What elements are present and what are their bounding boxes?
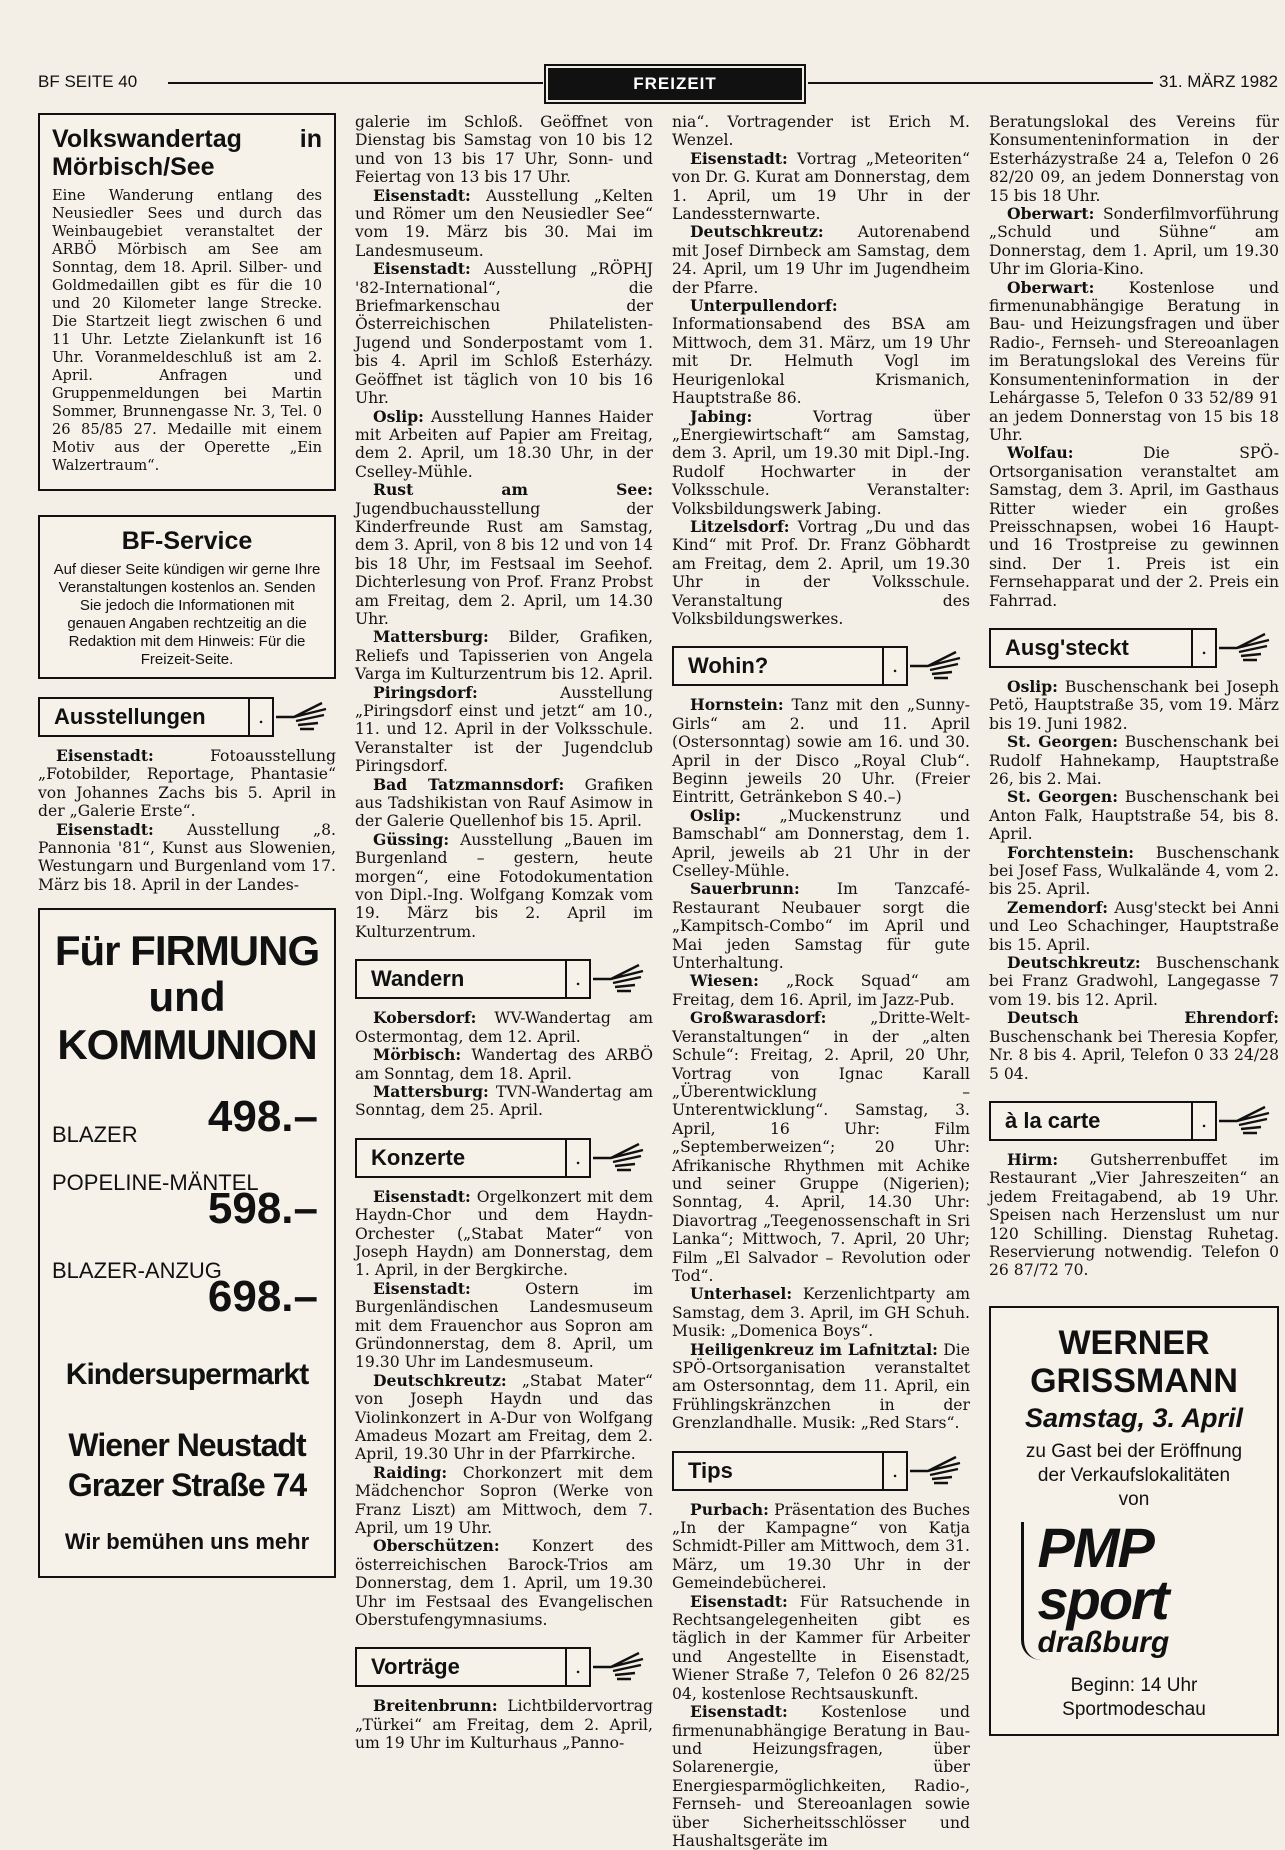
entry-text: Ausstellung Hannes Haider mit Arbeiten auf Papier am Freitag, dem 2. April, um 18.30 Uhr, in der Cselley-Mühle. <box>355 407 653 481</box>
column-2 <box>355 113 653 1753</box>
entry <box>672 880 970 972</box>
entry-text: Kostenlose und firmenunabhängige Beratung in Bau- und Heizungsfragen, über Solarenergie, über Energiesparmöglichkeiten, Radio-, Fernseh- und Stereoanlagen sowie über Sicherheitsschlösser und Haushaltsgeräte im <box>672 1703 970 1850</box>
section-label: Tips <box>672 1451 884 1491</box>
entry-text: Autorenabend mit Josef Dirnbeck am Samstag, dem 24. April, um 19 Uhr im Jugendheim der Pfarre. <box>672 223 970 297</box>
entry <box>989 205 1279 279</box>
entry-place: Wiesen: <box>690 971 759 991</box>
entry <box>672 1501 970 1593</box>
entry <box>989 444 1279 610</box>
ad-price-row <box>40 1258 334 1350</box>
entry <box>989 733 1279 788</box>
entry <box>355 187 653 261</box>
entry <box>989 1151 1279 1280</box>
ad-slogan: Wir bemühen uns mehr <box>64 1528 310 1554</box>
entry-text: Kostenlose und firmenunabhängige Beratung in Bau- und Heizungsfragen und über Radio-, Fernseh- und Stereoanlagen im Beratungslokal des Vereins für Konsumenteninformation in der Lehárgasse 5, Telefon 0 33 52/89 91 an jedem Donnerstag von 15 bis 18 Uhr. <box>989 278 1279 444</box>
entry-text: Buschenschank bei Theresia Kopfer, Nr. 8 bis 4. April, Telefon 0 33 24/28 5 04. <box>989 1027 1279 1083</box>
section-wohin <box>672 646 970 684</box>
alacarte-list <box>989 1151 1279 1280</box>
section-dot: . <box>1193 628 1217 668</box>
entry <box>38 747 336 821</box>
entry <box>672 1285 970 1340</box>
column-4 <box>989 113 1279 1736</box>
entry-text: Präsentation des Buches „In der Kampagne“ von Katja Schmidt-Piller am Mittwoch, dem 31. März, um 19.30 Uhr in der Gemeindebücherei. <box>672 1500 970 1593</box>
entry <box>355 408 653 482</box>
entry <box>355 481 653 628</box>
section-tips <box>672 1451 970 1489</box>
entry-text: Buschenschank bei Franz Gradwohl, Langegasse 7 vom 19. bis 12. April. <box>989 954 1279 1009</box>
pointing-hand-icon <box>1217 1101 1275 1139</box>
section-dot: . <box>884 1451 908 1491</box>
entry-text: Kerzenlichtparty am Samstag, dem 3. April, im GH Schuh. Musik: „Domenica Boys“. <box>672 1285 970 1341</box>
entry-text: nia“. Vortragender ist Erich M. Wenzel. <box>672 113 970 150</box>
section-dot: . <box>884 646 908 686</box>
entry <box>672 696 970 806</box>
entry-place: Mörbisch: <box>373 1045 462 1065</box>
pointing-hand-icon <box>591 959 649 997</box>
ausstellungen-list <box>38 747 336 894</box>
entry-text: Ausstellung „8. Pannonia '81“, Kunst aus Slowenien, Westungarn und Burgenland vom 17. März bis 18. April in der Landes- <box>38 820 336 894</box>
entry <box>355 260 653 407</box>
section-label: Ausg'steckt <box>989 628 1193 668</box>
entry-text: Buschenschank bei Rudolf Hahnekamp, Hauptstraße 26, bis 2. Mai. <box>989 733 1279 788</box>
volkswandertag-title: Volkswandertag in Mörbisch/See <box>52 125 322 181</box>
entry <box>355 684 653 776</box>
pmp-logo <box>1021 1515 1248 1660</box>
entry-place: Deutsch Ehrendorf: <box>1007 1008 1279 1028</box>
pointing-hand-icon <box>591 1647 649 1685</box>
entry-text: Gutsherrenbuffet im Restaurant „Vier Jahreszeiten“ an jedem Freitagabend, ab 19 Uhr. Speisen nach Herzenslust um nur 120 Schilling. Dienstag Ruhetag. Reservierung notwendig. Telefon 0 26 87/72 70. <box>989 1150 1279 1280</box>
entry-text: Buschenschank bei Anton Falk, Hauptstraße 54, bis 8. April. <box>989 788 1279 844</box>
entry-text: galerie im Schloß. Geöffnet von Dienstag bis Samstag von 10 bis 12 und von 13 bis 17 Uhr, Sonn- und Feiertag von 13 bis 17 Uhr. <box>355 113 653 187</box>
header-rule-right <box>808 82 1153 84</box>
bf-service-title: BF-Service <box>121 527 253 555</box>
entry <box>989 788 1279 843</box>
entry <box>989 678 1279 733</box>
page-header <box>38 68 1278 100</box>
entry-place: Hirm: <box>1007 1149 1059 1169</box>
entry-place: Forchtenstein: <box>1007 842 1135 862</box>
entry-text: Vortrag über „Energiewirtschaft“ am Samstag, dem 3. April, um 19.30 mit Dipl.-Ing. Rudolf Hochwarter in der Volksschule. Veranstalter: Volksbildungswerk Jabing. <box>672 407 970 518</box>
entry-text: Für Ratsuchende in Rechtsangelegenheiten gibt es täglich in der Kammer für Arbeiter und Angestellte in Eisenstadt, Wiener Straße 7, Telefon 0 26 82/25 04, kostenlose Rechtsauskunft. <box>672 1592 970 1703</box>
entry <box>989 1009 1279 1083</box>
entry <box>355 1046 653 1083</box>
entry <box>672 223 970 297</box>
ad-store-name: Kindersupermarkt <box>65 1358 309 1392</box>
entry-text: Die SPÖ-Ortsorganisation veranstaltet am Ostersonntag, dem 11. April, ein Frühlingskränzchen in der Grenzlandhalle. Musik: „Red Stars“. <box>672 1340 970 1433</box>
entry-place: Breitenbrunn: <box>373 1696 498 1716</box>
entry-place: Eisenstadt: <box>373 1278 471 1298</box>
ad-item-price: 598.– <box>207 1184 318 1234</box>
tips-list <box>672 1501 970 1850</box>
entry-place: Kobersdorf: <box>373 1008 477 1028</box>
entry-place: Oberwart: <box>1007 204 1095 224</box>
entry <box>989 279 1279 445</box>
ad-price-row <box>40 1086 334 1174</box>
firmung-ad <box>38 908 336 1578</box>
volkswandertag-box <box>38 113 336 491</box>
entry-text: WV-Wandertag am Ostermontag, dem 12. April. <box>355 1009 653 1046</box>
entry <box>672 1341 970 1433</box>
entry <box>355 1697 653 1752</box>
entry-place: Großwarasdorf: <box>690 1008 827 1028</box>
entry-place: Litzelsdorf: <box>690 516 790 536</box>
entry-text: „Dritte-Welt-Veranstaltungen“ in der „alten Schule“: Freitag, 2. April, 20 Uhr, Vortrag von Ignac Karall „Überentwicklung – Unterentwicklung“. Samstag, 3. April, 16 Uhr: Film „Septemberweizen“; 20 Uhr: Afrikanische Rhythmen mit Achike und seiner Gruppe (Nigerien); Sonntag, 4. April, 14.30 Uhr: Diavortrag „Teegenossenschaft in Sri Lanka“; Mittwoch, 7. April, 20 Uhr; Film „El Salvador – Revolution oder Tod“. <box>672 1009 970 1285</box>
entry-text: Chorkonzert mit dem Mädchenchor Sopron (Werke von Franz Liszt) am Mittwoch, dem 7. April, um 19 Uhr. <box>355 1463 653 1538</box>
tips-continued-list <box>989 113 1279 610</box>
entry-place: St. Georgen: <box>1007 732 1118 752</box>
ad-title-1: Für FIRMUNG <box>54 927 320 975</box>
entry <box>355 1372 653 1464</box>
entry-place: Eisenstadt: <box>690 1702 788 1722</box>
ad-line-1: zu Gast bei der Eröffnung <box>1025 1440 1243 1462</box>
wohin-list <box>672 696 970 1432</box>
entry-place: St. Georgen: <box>1007 787 1118 807</box>
column-3 <box>672 113 970 1850</box>
entry-text: Vortrag „Meteoriten“ von Dr. G. Kurat am Donnerstag, dem 1. April, um 19 Uhr in der Landessternwarte. <box>672 149 970 224</box>
entry <box>672 1593 970 1703</box>
header-rule-left <box>168 82 543 84</box>
entry <box>672 297 970 407</box>
entry <box>672 113 970 150</box>
logo-sport: sport <box>1037 1567 1168 1631</box>
entry-place: Oslip: <box>1007 676 1058 696</box>
ad-start-time: Beginn: 14 Uhr <box>1070 1674 1198 1696</box>
entry-place: Unterpullendorf: <box>690 296 838 316</box>
entry-place: Mattersburg: <box>373 627 489 647</box>
volkswandertag-body: Eine Wanderung entlang des Neusiedler Sees und durch das Weinbaugebiet veranstaltet der ARBÖ Mörbisch am See am Sonntag, dem 18. April. Silber- und Goldmedaillen gibt es für die 10 und 20 Kilometer lange Strecke. Die Startzeit liegt zwischen 6 und 11 Uhr. Letzte Zielankunft ist 16 Uhr. Voranmeldeschluß ist am 2. April. Anfragen und Gruppenmeldungen bei Martin Sommer, Brunnengasse Nr. 3, Tel. 0 26 85/85 27. Medaille mit einem Motiv aus der Operette „Ein Walzertraum“. <box>52 187 322 474</box>
section-dot: . <box>567 1138 591 1178</box>
entry-place: Eisenstadt: <box>690 148 788 168</box>
entry-place: Heiligenkreuz im Lafnitztal: <box>690 1339 938 1359</box>
entry-place: Zemendorf: <box>1007 897 1109 917</box>
entry-text: Ausstellung „Bauen im Burgenland – gestern, heute morgen“, eine Fotodokumentation von Dipl.-Ing. Wolfgang Komzak vom 19. März bis 2. April im Kulturzentrum. <box>355 830 653 941</box>
pointing-hand-icon <box>591 1138 649 1176</box>
ad-title-3: KOMMUNION <box>57 1021 317 1069</box>
entry-place: Oslip: <box>690 805 741 825</box>
entry <box>989 899 1279 954</box>
entry-place: Wolfau: <box>1007 443 1074 463</box>
entry <box>355 1464 653 1538</box>
entry-place: Eisenstadt: <box>56 746 154 765</box>
entry <box>355 1280 653 1372</box>
section-label: à la carte <box>989 1101 1193 1141</box>
logo-pmp: PMP <box>1037 1515 1153 1579</box>
entry <box>989 954 1279 1009</box>
section-banner: FREIZEIT <box>548 68 802 100</box>
pointing-hand-icon <box>908 646 966 684</box>
section-label: Ausstellungen <box>38 697 250 737</box>
entry <box>38 821 336 895</box>
entry-text: Ausstellung „Kelten und Römer um den Neusiedler See“ vom 19. März bis 30. Mai im Landesmuseum. <box>355 186 653 260</box>
entry-text: Buschenschank bei Joseph Petö, Hauptstraße 35, vom 19. März bis 19. Juni 1982. <box>989 677 1279 733</box>
entry-text: „Muckenstrunz und Bamschabl“ am Donnerstag, dem 1. April, jeweils ab 21 Uhr in der Cselley-Mühle. <box>672 806 970 881</box>
section-vortraege <box>355 1647 653 1685</box>
entry-text: Ausg'steckt bei Anni und Leo Schachinger, Hauptstraße bis 15. April. <box>989 898 1279 954</box>
section-wandern <box>355 959 653 997</box>
section-label: Konzerte <box>355 1138 567 1178</box>
ad-line-3: von <box>1118 1488 1150 1510</box>
entry-text: Jugendbuchausstellung der Kinderfreunde Rust am Samstag, dem 3. April, von 8 bis 12 und von 14 bis 18 Uhr, im Festsaal im Seehof. Dichterlesung von Prof. Franz Probst am Freitag, dem 2. April, um 14.30 Uhr. <box>355 499 653 628</box>
entry <box>355 1009 653 1046</box>
entry-text: „Rock Squad“ am Freitag, dem 16. April, im Jazz-Pub. <box>672 972 970 1009</box>
entry-text: Die SPÖ-Ortsorganisation veranstaltet am Samstag, dem 3. April, im Gasthaus Ritter wieder ein großes Preisschnapsen, wobei 16 Haupt- und 16 Trostpreise zu gewinnen sind. Der 1. Preis ist ein Fernsehapparat und der 2. Preis ein Fahrrad. <box>989 444 1279 610</box>
entry-place: Raiding: <box>373 1462 448 1482</box>
entry <box>672 150 970 224</box>
pointing-hand-icon <box>274 697 332 735</box>
entry-place: Piringsdorf: <box>373 682 478 702</box>
section-ausstellungen <box>38 697 336 735</box>
entry-place: Güssing: <box>373 829 450 849</box>
entry <box>672 1009 970 1285</box>
entry-text: Lichtbildervortrag „Türkei“ am Freitag, dem 2. April, um 19 Uhr im Kulturhaus „Panno- <box>355 1697 653 1753</box>
entry-place: Eisenstadt: <box>373 259 471 279</box>
ad-date: Samstag, 3. April <box>1024 1402 1244 1433</box>
konzerte-list <box>355 1188 653 1630</box>
entry-place: Unterhasel: <box>690 1284 793 1304</box>
section-label: Wandern <box>355 959 567 999</box>
entry <box>672 408 970 518</box>
column-1 <box>38 113 336 1578</box>
entry <box>355 1083 653 1120</box>
entry <box>672 972 970 1009</box>
ad-address-2: Grazer Straße 74 <box>67 1466 307 1503</box>
entry-place: Purbach: <box>690 1499 769 1519</box>
entry-text: Orgelkonzert mit dem Haydn-Chor und dem Haydn-Orchester („Stabat Mater“ von Joseph Haydn) am Donnerstag, dem 1. April, in der Bergkirche. <box>355 1187 653 1280</box>
entry-text: Beratungslokal des Vereins für Konsumenteninformation in der Esterházystraße 24 a, Telefon 0 26 82/20 09, an jedem Donnerstag von 15 bis 18 Uhr. <box>989 113 1279 205</box>
section-dot: . <box>567 1647 591 1687</box>
bf-service-body: Auf dieser Seite kündigen wir gerne Ihre Veranstaltungen kostenlos an. Senden Sie jedoch die Informationen mit genauen Angaben rechtzeitig an die Redaktion mit dem Hinweis: Für die Freizeit-Seite. <box>53 561 321 668</box>
section-label: Wohin? <box>672 646 884 686</box>
entry-text: Grafiken aus Tadshikistan von Rauf Asimow in der Galerie Quellenhof bis 15. April. <box>355 775 653 831</box>
entry-place: Eisenstadt: <box>373 185 471 205</box>
ad-item-price: 698.– <box>207 1272 318 1322</box>
ausgsteckt-list <box>989 678 1279 1083</box>
entry-text: Ausstellung „Piringsdorf einst und jetzt“ am 10., 11. und 12. April in der Volksschule. Veranstalter ist der Jugendclub Piringsdorf. <box>355 683 653 776</box>
entry-place: Oberwart: <box>1007 277 1095 297</box>
bf-service-box <box>38 515 336 679</box>
entry-place: Rust am See: <box>373 480 653 500</box>
ad-item-label: BLAZER-ANZUG <box>52 1258 222 1284</box>
entry-place: Mattersburg: <box>373 1081 489 1101</box>
entry-place: Eisenstadt: <box>373 1186 471 1206</box>
entry-text: Im Tanzcafé-Restaurant Neubauer sorgt die „Kampitsch-Combo“ im April und Mai jeden Samstag für gute Unterhaltung. <box>672 880 970 973</box>
entry-text: Sonderfilmvorführung „Schuld und Sühne“ am Donnerstag, dem 1. April, um 19.30 Uhr im Gloria-Kino. <box>989 205 1279 279</box>
pointing-hand-icon <box>908 1451 966 1489</box>
vortraege-continued-list <box>672 113 970 628</box>
section-dot: . <box>567 959 591 999</box>
entry-place: Oslip: <box>373 406 424 426</box>
entry <box>989 844 1279 899</box>
section-alacarte <box>989 1101 1279 1139</box>
entry-text: Informationsabend des BSA am Mittwoch, dem 31. März, um 19 Uhr mit Dr. Helmuth Vogl im Heurigenlokal Krismanich, Hauptstraße 86. <box>672 315 970 408</box>
ad-item-label: BLAZER <box>52 1122 138 1148</box>
ad-item-label: POPELINE-MÄNTEL <box>52 1170 259 1196</box>
entry-place: Deutschkreutz: <box>373 1370 507 1390</box>
entry-place: Eisenstadt: <box>56 819 154 839</box>
issue-date: 31. MÄRZ 1982 <box>1158 72 1278 91</box>
ad-name-2: GRISSMANN <box>1030 1361 1238 1400</box>
entry-place: Jabing: <box>690 406 753 426</box>
entry-text: Ausstellung „RÖPHJ '82-International“, die Briefmarkenschau der Österreichischen Philatelisten-Jugend und Sonderpostamt vom 1. bis 4. April im Schloß Esterházy. Geöffnet ist täglich von 10 bis 16 Uhr. <box>355 260 653 408</box>
entry <box>672 807 970 881</box>
entry <box>355 628 653 683</box>
ad-title-2: und <box>148 973 226 1021</box>
ad-name-1: WERNER <box>1058 1323 1210 1362</box>
vortraege-list <box>355 1697 653 1752</box>
entry-text: „Stabat Mater“ von Joseph Haydn und das Violinkonzert in A-Dur von Wolfgang Amadeus Mozart am Freitag, dem 2. April, 19.30 Uhr in der Pfarrkirche. <box>355 1371 653 1464</box>
ausstellungen-continued-list <box>355 113 653 941</box>
entry <box>355 776 653 831</box>
entry-text: Ostern im Burgenländischen Landesmuseum mit dem Frauenchor aus Sopron am Gründonnerstag, dem 8. April, um 19.30 Uhr im Landesmuseum. <box>355 1279 653 1372</box>
section-ausgsteckt <box>989 628 1279 666</box>
entry-place: Hornstein: <box>690 695 784 715</box>
pointing-hand-icon <box>1217 628 1275 666</box>
entry-place: Deutschkreutz: <box>690 222 824 242</box>
section-dot: . <box>250 697 274 737</box>
entry-text: Bilder, Grafiken, Reliefs und Tapisserien von Angela Varga im Kulturzentrum bis 12. April. <box>355 628 653 684</box>
entry <box>355 113 653 187</box>
entry-text: Konzert des österreichischen Barock-Trios am Donnerstag, dem 1. April, um 19.30 Uhr im Festsaal des Evangelischen Oberstufengymnasiums. <box>355 1537 653 1630</box>
entry <box>672 1703 970 1850</box>
pmp-sport-ad <box>989 1306 1279 1736</box>
entry-text: Wandertag des ARBÖ am Sonntag, dem 18. April. <box>355 1046 653 1083</box>
entry-place: Sauerbrunn: <box>690 879 800 899</box>
ad-show: Sportmodeschau <box>1062 1698 1206 1720</box>
entry <box>355 1537 653 1629</box>
entry-text: Buschenschank bei Josef Fass, Wulkalände 4, vom 2. bis 25. April. <box>989 843 1279 899</box>
ad-line-2: der Verkaufslokalitäten <box>1037 1464 1231 1486</box>
section-konzerte <box>355 1138 653 1176</box>
page-number: BF SEITE 40 <box>38 72 138 91</box>
wandern-list <box>355 1009 653 1119</box>
entry-text: TVN-Wandertag am Sonntag, dem 25. April. <box>355 1082 653 1120</box>
section-label: Vorträge <box>355 1647 567 1687</box>
ad-price-row <box>40 1170 334 1262</box>
entry-place: Deutschkreutz: <box>1007 953 1141 973</box>
entry-text: Tanz mit den „Sunny-Girls“ am 2. und 11. April (Ostersonntag) sowie am 16. und 30. April in der Disco „Royal Club“. Beginn jeweils 20 Uhr. (Freier Eintritt, Getränkebon S 40.–) <box>672 696 970 807</box>
entry <box>355 1188 653 1280</box>
entry <box>355 831 653 941</box>
ad-address-1: Wiener Neustadt <box>68 1426 306 1463</box>
entry <box>672 518 970 628</box>
ad-price-list <box>40 1086 334 1350</box>
logo-drassburg: draßburg <box>1037 1625 1170 1659</box>
entry-place: Eisenstadt: <box>690 1591 788 1611</box>
entry-text: Vortrag „Du und das Kind“ mit Prof. Dr. Franz Göbhardt am Freitag, dem 2. April, um 19.30 Uhr in der Volksschule. Veranstaltung des Volksbildungswerkes. <box>672 517 970 628</box>
entry-place: Bad Tatzmannsdorf: <box>373 774 565 794</box>
entry-place: Oberschützen: <box>373 1536 500 1556</box>
ad-item-price: 498.– <box>207 1092 318 1142</box>
section-dot: . <box>1193 1101 1217 1141</box>
entry <box>989 113 1279 205</box>
entry-text: Fotoausstellung „Fotobilder, Reportage, Phantasie“ von Johannes Zachs bis 5. April in der „Galerie Erste“. <box>38 747 336 821</box>
